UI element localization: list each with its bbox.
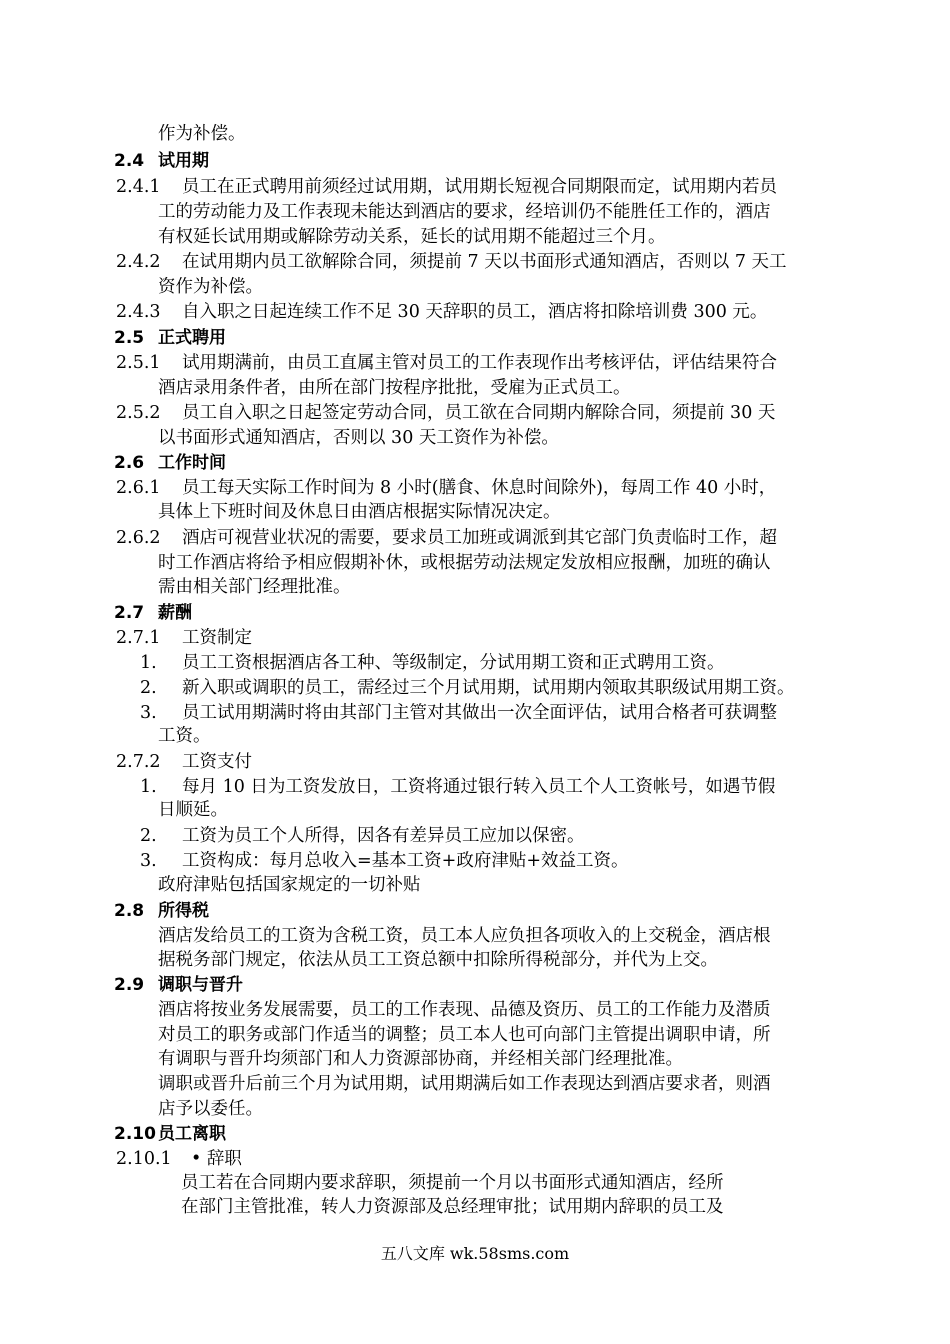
body-text: 酒店将按业务发展需要，员工的工作表现、品德及资历、员工的工作能力及潜质 [158, 1000, 771, 1020]
clause-2-5-2: 2.5.2 员工自入职之日起签定劳动合同，员工欲在合同期内解除合同，须提前 30 天 [116, 403, 776, 423]
list-item: 2. 工资为员工个人所得，因各有差异员工应加以保密。 [140, 826, 585, 846]
list-item: 1. 每月 10 日为工资发放日，工资将通过银行转入员工个人工资帐号，如遇节假 [140, 777, 776, 797]
section-heading-2-5: 2.5 正式聘用 [114, 328, 226, 348]
body-text: 作为补偿。 [158, 124, 246, 144]
clause-2-5-1: 2.5.1 试用期满前，由员工直属主管对员工的工作表现作出考核评估，评估结果符合 [116, 353, 777, 373]
list-item: 3. 员工试用期满时将由其部门主管对其做出一次全面评估，试用合格者可获调整 [140, 703, 777, 723]
page-footer: 五八文库 wk.58sms.com [380, 1244, 570, 1263]
clause-2-7-2: 2.7.2 工资支付 [116, 752, 252, 772]
body-text: 对员工的职务或部门作适当的调整；员工本人也可向部门主管提出调职申请，所 [158, 1025, 771, 1045]
clause-2-4-2: 2.4.2 在试用期内员工欲解除合同，须提前 7 天以书面形式通知酒店，否则以 7 天工 [116, 252, 787, 272]
list-item: 2. 新入职或调职的员工，需经过三个月试用期，试用期内领取其职级试用期工资。 [140, 678, 795, 698]
section-heading-2-10: 2.10 员工离职 [114, 1124, 226, 1144]
list-item: 1. 员工工资根据酒店各工种、等级制定，分试用期工资和正式聘用工资。 [140, 653, 725, 673]
clause-2-6-2: 2.6.2 酒店可视营业状况的需要，要求员工加班或调派到其它部门负责临时工作，超 [116, 528, 777, 548]
body-text: 有权延长试用期或解除劳动关系，延长的试用期不能超过三个月。 [158, 227, 666, 247]
body-text: 日顺延。 [158, 800, 228, 820]
clause-2-4-3: 2.4.3 自入职之日起连续工作不足 30 天辞职的员工，酒店将扣除培训费 300 元。 [116, 302, 768, 322]
body-text: 在部门主管批准，转人力资源部及总经理审批；试用期内辞职的员工及 [181, 1197, 724, 1217]
body-text: 员工若在合同期内要求辞职，须提前一个月以书面形式通知酒店，经所 [181, 1173, 724, 1193]
clause-2-4-1: 2.4.1 员工在正式聘用前须经过试用期，试用期长短视合同期限而定，试用期内若员 [116, 177, 777, 197]
body-text: 工的劳动能力及工作表现未能达到酒店的要求，经培训仍不能胜任工作的，酒店 [158, 202, 771, 222]
list-item: 3. 工资构成：每月总收入=基本工资+政府津贴+效益工资。 [140, 851, 629, 871]
section-heading-2-8: 2.8 所得税 [114, 901, 209, 921]
section-heading-2-7: 2.7 薪酬 [114, 603, 192, 623]
body-text: 政府津贴包括国家规定的一切补贴 [158, 875, 421, 895]
clause-2-7-1: 2.7.1 工资制定 [116, 628, 252, 648]
body-text: 以书面形式通知酒店，否则以 30 天工资作为补偿。 [158, 428, 559, 448]
section-heading-2-6: 2.6 工作时间 [114, 453, 226, 473]
body-text: 调职或晋升后前三个月为试用期，试用期满后如工作表现达到酒店要求者，则酒 [158, 1074, 771, 1094]
body-text: 需由相关部门经理批准。 [158, 577, 351, 597]
clause-2-6-1: 2.6.1 员工每天实际工作时间为 8 小时(膳食、休息时间除外)，每周工作 40 小时， [116, 478, 777, 498]
body-text: 据税务部门规定，依法从员工工资总额中扣除所得税部分，并代为上交。 [158, 950, 718, 970]
clause-2-10-1: 2.10.1 • 辞职 [116, 1149, 242, 1169]
body-text: 店予以委任。 [158, 1099, 263, 1119]
body-text: 资作为补偿。 [158, 277, 263, 297]
section-heading-2-4: 2.4 试用期 [114, 151, 209, 171]
body-text: 酒店录用条件者，由所在部门按程序批批，受雇为正式员工。 [158, 378, 631, 398]
body-text: 具体上下班时间及休息日由酒店根据实际情况决定。 [158, 502, 561, 522]
body-text: 有调职与晋升均须部门和人力资源部协商，并经相关部门经理批准。 [158, 1049, 683, 1069]
section-heading-2-9: 2.9 调职与晋升 [114, 975, 243, 995]
body-text: 酒店发给员工的工资为含税工资，员工本人应负担各项收入的上交税金，酒店根 [158, 926, 771, 946]
body-text: 时工作酒店将给予相应假期补休，或根据劳动法规定发放相应报酬，加班的确认 [158, 553, 771, 573]
body-text: 工资。 [158, 726, 211, 746]
